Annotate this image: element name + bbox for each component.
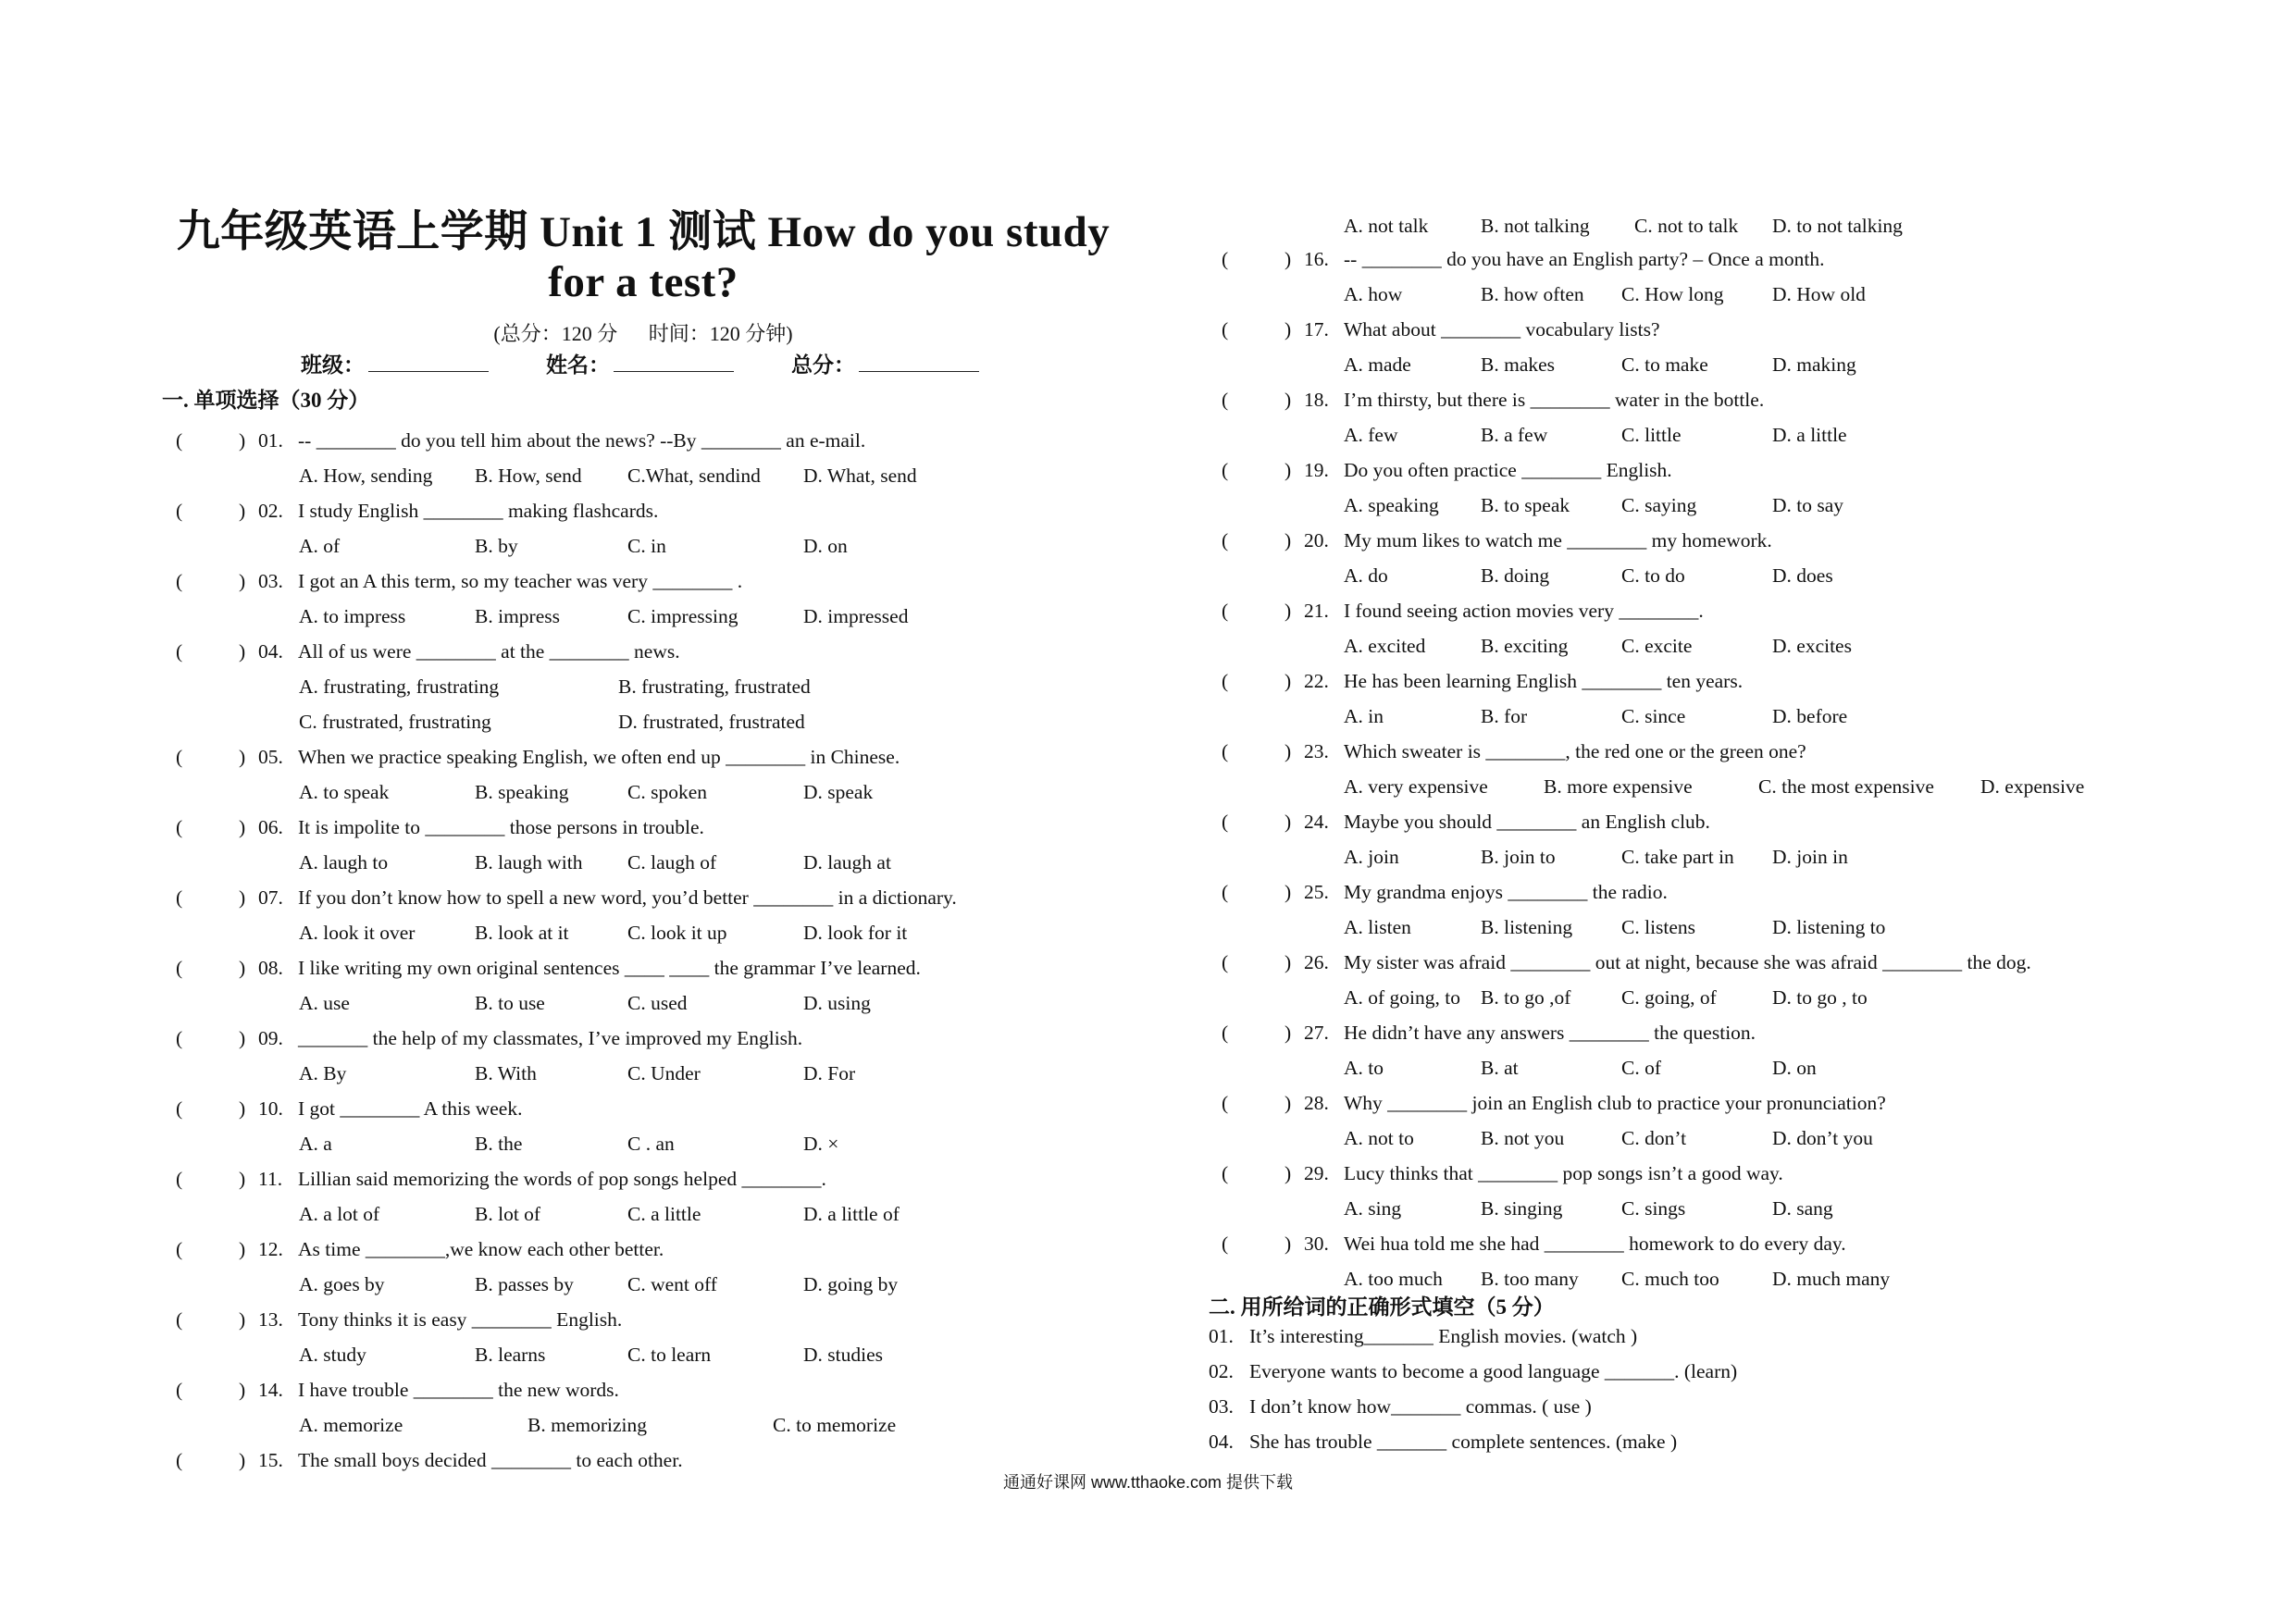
answer-option[interactable]: D. sang (1772, 1197, 1833, 1220)
answer-paren-left: ( (1222, 670, 1229, 692)
answer-paren-left: ( (1222, 1022, 1229, 1044)
answer-option[interactable]: C. take part in (1621, 846, 1734, 868)
score-field (791, 348, 979, 378)
question-stem: Lillian said memorizing the words of pop songs helped ________. (298, 1168, 826, 1190)
answer-option[interactable]: D. to say (1772, 494, 1844, 516)
answer-option[interactable]: C. of (1621, 1057, 1661, 1079)
answer-option[interactable]: C. going, of (1621, 986, 1717, 1009)
answer-option[interactable]: D. a little (1772, 424, 1847, 446)
answer-option[interactable]: A. a lot of (299, 1203, 380, 1225)
fill-sentence: I don’t know how_______ commas. ( use ) (1249, 1395, 1592, 1418)
answer-paren-right: ) (239, 1308, 246, 1331)
answer-option[interactable]: D. speak (803, 781, 874, 803)
fill-sentence: It’s interesting_______ English movies. (watch ) (1249, 1325, 1638, 1347)
question-stem: -- ________ do you have an English party? – Once a month. (1344, 248, 1825, 270)
answer-option[interactable]: B. How, send (475, 465, 582, 487)
answer-option[interactable]: C. to memorize (773, 1414, 897, 1436)
answer-paren-left: ( (176, 640, 183, 663)
answer-option[interactable]: D. before (1772, 705, 1848, 727)
answer-option[interactable]: A. do (1344, 564, 1388, 587)
question-stem: I found seeing action movies very ________. (1344, 600, 1704, 622)
answer-option[interactable]: C. laugh of (627, 851, 717, 873)
answer-paren-left: ( (176, 1097, 183, 1120)
answer-option[interactable]: C. the most expensive (1758, 775, 1934, 798)
answer-paren-left: ( (1222, 248, 1229, 270)
answer-option[interactable]: B. at (1481, 1057, 1519, 1079)
answer-option[interactable]: C.What, sendind (627, 465, 761, 487)
answer-paren-right: ) (1285, 600, 1292, 622)
answer-option[interactable]: C. impressing (627, 605, 738, 627)
answer-option[interactable]: C. sings (1621, 1197, 1686, 1220)
answer-option[interactable]: D. does (1772, 564, 1833, 587)
answer-option[interactable]: B. more expensive (1544, 775, 1693, 798)
answer-option[interactable]: C. look it up (627, 922, 727, 944)
answer-paren-left: ( (176, 429, 183, 452)
question-number: 17. (1304, 318, 1329, 341)
answer-option[interactable]: B. by (475, 535, 518, 557)
answer-option[interactable]: B. impress (475, 605, 560, 627)
answer-option[interactable]: A. How, sending (299, 465, 433, 487)
answer-option[interactable]: A. a (299, 1133, 332, 1155)
question-stem: All of us were ________ at the ________ news. (298, 640, 680, 663)
answer-option[interactable]: D. expensive (1980, 775, 2085, 798)
answer-paren-right: ) (1285, 248, 1292, 270)
answer-paren-left: ( (1222, 600, 1229, 622)
answer-option[interactable]: C. Under (627, 1062, 701, 1084)
question-stem: Maybe you should ________ an English club. (1344, 811, 1710, 833)
answer-paren-left: ( (176, 1379, 183, 1401)
question-number: 26. (1304, 951, 1329, 973)
answer-option[interactable]: D. to not talking (1772, 215, 1903, 237)
answer-paren-right: ) (239, 1097, 246, 1120)
answer-option[interactable]: A. By (299, 1062, 347, 1084)
fill-number: 04. (1209, 1431, 1234, 1453)
answer-option[interactable]: A. excited (1344, 635, 1426, 657)
answer-option[interactable]: C. to do (1621, 564, 1685, 587)
question-stem: My grandma enjoys ________ the radio. (1344, 881, 1668, 903)
question-stem: I got ________ A this week. (298, 1097, 523, 1120)
question-stem: I study English ________ making flashcards. (298, 500, 659, 522)
question-number: 28. (1304, 1092, 1329, 1114)
name-field (546, 348, 734, 378)
section2-title: 二. 用所给词的正确形式填空（5 分） (1209, 1295, 1555, 1319)
exam-title-line2: for a test? (548, 258, 738, 306)
question-number: 13. (258, 1308, 283, 1331)
question-stem: _______ the help of my classmates, I’ve improved my English. (298, 1027, 803, 1049)
question-stem: Which sweater is ________, the red one or the green one? (1344, 740, 1806, 762)
answer-option[interactable]: B. doing (1481, 564, 1550, 587)
answer-option[interactable]: C. little (1621, 424, 1682, 446)
answer-option[interactable]: B. laugh with (475, 851, 583, 873)
answer-option[interactable]: A. laugh to (299, 851, 389, 873)
question-number: 07. (258, 886, 283, 909)
name-label: 姓名： (546, 353, 610, 377)
question-stem: I got an A this term, so my teacher was very ________ . (298, 570, 743, 592)
answer-option[interactable]: B. the (475, 1133, 523, 1155)
question-stem: The small boys decided ________ to each other. (298, 1449, 683, 1471)
question-number: 10. (258, 1097, 283, 1120)
question-number: 06. (258, 816, 283, 838)
answer-option[interactable]: A. few (1344, 424, 1398, 446)
question-stem: Tony thinks it is easy ________ English. (298, 1308, 623, 1331)
score-blank[interactable] (859, 354, 979, 372)
question-number: 14. (258, 1379, 283, 1401)
answer-option[interactable]: A. very expensive (1344, 775, 1488, 798)
answer-option[interactable]: D. making (1772, 353, 1856, 376)
answer-option[interactable]: C . an (627, 1133, 675, 1155)
answer-paren-left: ( (1222, 318, 1229, 341)
answer-paren-right: ) (1285, 1233, 1292, 1255)
answer-paren-left: ( (1222, 951, 1229, 973)
question-number: 24. (1304, 811, 1329, 833)
question-number: 23. (1304, 740, 1329, 762)
answer-option[interactable]: C. listens (1621, 916, 1696, 938)
answer-option[interactable]: D. laugh at (803, 851, 891, 873)
answer-option[interactable]: B. singing (1481, 1197, 1563, 1220)
answer-option[interactable]: A. in (1344, 705, 1384, 727)
question-number: 16. (1304, 248, 1329, 270)
answer-paren-left: ( (1222, 459, 1229, 481)
question-stem: He has been learning English ________ ten years. (1344, 670, 1744, 692)
answer-option[interactable]: B. exciting (1481, 635, 1569, 657)
answer-option[interactable]: A. of (299, 535, 341, 557)
answer-paren-right: ) (239, 570, 246, 592)
answer-paren-right: ) (1285, 1162, 1292, 1184)
question-number: 25. (1304, 881, 1329, 903)
question-number: 09. (258, 1027, 283, 1049)
answer-option[interactable]: B. frustrating, frustrated (618, 675, 811, 698)
answer-option[interactable]: D. frustrated, frustrated (618, 711, 805, 733)
answer-paren-right: ) (239, 886, 246, 909)
question-number: 11. (258, 1168, 283, 1190)
answer-paren-right: ) (239, 1168, 246, 1190)
section1-title: 一. 单项选择（30 分） (162, 389, 370, 412)
time-info: 时间：120 分钟) (648, 322, 793, 345)
fill-sentence: Everyone wants to become a good language _______. (learn) (1249, 1360, 1738, 1382)
answer-option[interactable]: D. using (803, 992, 871, 1014)
answer-paren-right: ) (1285, 1092, 1292, 1114)
question-stem: If you don’t know how to spell a new word, you’d better ________ in a dictionary. (298, 886, 957, 909)
answer-paren-right: ) (239, 429, 246, 452)
question-number: 18. (1304, 389, 1329, 411)
answer-option[interactable]: C. since (1621, 705, 1686, 727)
answer-option[interactable]: D. listening to (1772, 916, 1886, 938)
answer-paren-right: ) (1285, 881, 1292, 903)
answer-paren-left: ( (176, 746, 183, 768)
answer-paren-left: ( (176, 570, 183, 592)
answer-paren-right: ) (1285, 1022, 1292, 1044)
answer-option[interactable]: C. saying (1621, 494, 1697, 516)
answer-paren-right: ) (1285, 459, 1292, 481)
answer-option[interactable]: D. studies (803, 1344, 883, 1366)
answer-option[interactable]: B. not talking (1481, 215, 1590, 237)
question-stem: Do you often practice ________ English. (1344, 459, 1672, 481)
answer-option[interactable]: B. not you (1481, 1127, 1565, 1149)
answer-option[interactable]: D. impressed (803, 605, 909, 627)
answer-option[interactable]: A. not to (1344, 1127, 1414, 1149)
question-stem: As time ________,we know each other better. (298, 1238, 664, 1260)
answer-paren-right: ) (239, 1027, 246, 1049)
answer-paren-left: ( (176, 1027, 183, 1049)
answer-option[interactable]: B. a few (1481, 424, 1548, 446)
question-number: 03. (258, 570, 283, 592)
answer-option[interactable]: A. use (299, 992, 350, 1014)
answer-option[interactable]: D. to go , to (1772, 986, 1868, 1009)
answer-option[interactable]: D. don’t you (1772, 1127, 1873, 1149)
answer-option[interactable]: C. excite (1621, 635, 1693, 657)
answer-option[interactable]: A. study (299, 1344, 366, 1366)
answer-paren-right: ) (239, 1238, 246, 1260)
answer-option[interactable]: A. how (1344, 283, 1403, 305)
question-stem: I’m thirsty, but there is ________ water in the bottle. (1344, 389, 1765, 411)
answer-option[interactable]: B. how often (1481, 283, 1584, 305)
question-number: 30. (1304, 1233, 1329, 1255)
question-stem: My mum likes to watch me ________ my homework. (1344, 529, 1772, 551)
question-number: 15. (258, 1449, 283, 1471)
class-field (301, 348, 489, 378)
answer-paren-right: ) (1285, 740, 1292, 762)
question-number: 02. (258, 500, 283, 522)
question-number: 21. (1304, 600, 1329, 622)
question-number: 08. (258, 957, 283, 979)
answer-option[interactable]: A. to impress (299, 605, 406, 627)
answer-option[interactable]: A. listen (1344, 916, 1411, 938)
answer-option[interactable]: D. on (1772, 1057, 1817, 1079)
answer-paren-left: ( (1222, 1092, 1229, 1114)
answer-option[interactable]: A. memorize (299, 1414, 403, 1436)
answer-option[interactable]: B. With (475, 1062, 537, 1084)
answer-option[interactable]: D. look for it (803, 922, 908, 944)
answer-paren-right: ) (1285, 318, 1292, 341)
answer-paren-left: ( (176, 886, 183, 909)
answer-option[interactable]: C. a little (627, 1203, 701, 1225)
question-stem: Lucy thinks that ________ pop songs isn’t a good way. (1344, 1162, 1783, 1184)
fill-number: 02. (1209, 1360, 1234, 1382)
answer-option[interactable]: C. to make (1621, 353, 1708, 376)
answer-option[interactable]: B. speaking (475, 781, 569, 803)
answer-option[interactable]: B. makes (1481, 353, 1556, 376)
answer-option[interactable]: C. went off (627, 1273, 717, 1295)
answer-option[interactable]: A. goes by (299, 1273, 385, 1295)
answer-option[interactable]: B. learns (475, 1344, 546, 1366)
answer-option[interactable]: C. don’t (1621, 1127, 1687, 1149)
answer-paren-right: ) (1285, 389, 1292, 411)
answer-paren-right: ) (239, 640, 246, 663)
answer-paren-left: ( (1222, 811, 1229, 833)
question-number: 05. (258, 746, 283, 768)
answer-paren-right: ) (239, 500, 246, 522)
answer-option[interactable]: D. What, send (803, 465, 917, 487)
answer-option[interactable]: C. in (627, 535, 666, 557)
answer-paren-right: ) (1285, 529, 1292, 551)
answer-option[interactable]: C. to learn (627, 1344, 712, 1366)
answer-option[interactable]: B. to use (475, 992, 545, 1014)
exam-info (148, 318, 1138, 347)
answer-option[interactable]: D. going by (803, 1273, 899, 1295)
answer-paren-left: ( (1222, 1233, 1229, 1255)
question-stem: My sister was afraid ________ out at night, because she was afraid ________ the dog. (1344, 951, 2031, 973)
question-number: 29. (1304, 1162, 1329, 1184)
question-number: 19. (1304, 459, 1329, 481)
answer-paren-left: ( (1222, 740, 1229, 762)
answer-option[interactable]: A. too much (1344, 1268, 1443, 1290)
answer-option[interactable]: D. How old (1772, 283, 1866, 305)
answer-paren-right: ) (239, 1379, 246, 1401)
answer-option[interactable]: A. not talk (1344, 215, 1429, 237)
fill-number: 01. (1209, 1325, 1234, 1347)
answer-paren-right: ) (1285, 951, 1292, 973)
total-score-info: (总分：120 分 (493, 322, 618, 345)
answer-option[interactable]: B. too many (1481, 1268, 1579, 1290)
fill-number: 03. (1209, 1395, 1234, 1418)
question-stem: Why ________ join an English club to practice your pronunciation? (1344, 1092, 1886, 1114)
question-stem: I like writing my own original sentences ____ ____ the grammar I’ve learned. (298, 957, 921, 979)
question-stem: Wei hua told me she had ________ homework to do every day. (1344, 1233, 1846, 1255)
answer-paren-right: ) (239, 1449, 246, 1471)
answer-option[interactable]: B. to go ,of (1481, 986, 1571, 1009)
answer-paren-right: ) (1285, 811, 1292, 833)
answer-option[interactable]: D. a little of (803, 1203, 900, 1225)
answer-option[interactable]: D. join in (1772, 846, 1848, 868)
answer-paren-left: ( (176, 816, 183, 838)
answer-paren-left: ( (1222, 389, 1229, 411)
answer-option[interactable]: A. join (1344, 846, 1399, 868)
answer-option[interactable]: A. frustrating, frustrating (299, 675, 500, 698)
question-number: 27. (1304, 1022, 1329, 1044)
answer-option[interactable]: A. of going, to (1344, 986, 1461, 1009)
question-number: 04. (258, 640, 283, 663)
fill-sentence: She has trouble _______ complete sentences. (make ) (1249, 1431, 1678, 1453)
answer-option[interactable]: D. on (803, 535, 848, 557)
answer-option[interactable]: C. not to talk (1634, 215, 1739, 237)
question-stem: -- ________ do you tell him about the news? --By ________ an e-mail. (298, 429, 866, 452)
answer-option[interactable]: A. sing (1344, 1197, 1402, 1220)
answer-option[interactable]: B. to speak (1481, 494, 1570, 516)
question-number: 22. (1304, 670, 1329, 692)
question-stem: What about ________ vocabulary lists? (1344, 318, 1660, 341)
answer-option[interactable]: B. look at it (475, 922, 569, 944)
question-number: 12. (258, 1238, 283, 1260)
answer-option[interactable]: C. How long (1621, 283, 1724, 305)
answer-paren-right: ) (239, 746, 246, 768)
answer-paren-left: ( (1222, 881, 1229, 903)
answer-paren-right: ) (1285, 670, 1292, 692)
answer-option[interactable]: A. made (1344, 353, 1411, 376)
answer-option[interactable]: B. lot of (475, 1203, 541, 1225)
question-stem: When we practice speaking English, we often end up ________ in Chinese. (298, 746, 900, 768)
answer-option[interactable]: A. speaking (1344, 494, 1439, 516)
answer-option[interactable]: B. passes by (475, 1273, 574, 1295)
answer-paren-left: ( (176, 1238, 183, 1260)
answer-option[interactable]: B. listening (1481, 916, 1573, 938)
question-number: 20. (1304, 529, 1329, 551)
answer-paren-left: ( (1222, 1162, 1229, 1184)
exam-title-line1: 九年级英语上学期 Unit 1 测试 How do you study (176, 208, 1111, 256)
answer-paren-right: ) (239, 816, 246, 838)
answer-option[interactable]: D. excites (1772, 635, 1852, 657)
answer-option[interactable]: A. to speak (299, 781, 390, 803)
answer-option[interactable]: C. much too (1621, 1268, 1719, 1290)
answer-option[interactable]: B. memorizing (527, 1414, 647, 1436)
answer-option[interactable]: D. much many (1772, 1268, 1891, 1290)
score-label: 总分： (791, 353, 855, 377)
question-stem: It is impolite to ________ those persons in trouble. (298, 816, 704, 838)
answer-option[interactable]: C. frustrated, frustrating (299, 711, 491, 733)
answer-paren-left: ( (176, 1449, 183, 1471)
answer-option[interactable]: C. used (627, 992, 688, 1014)
answer-option[interactable]: B. for (1481, 705, 1528, 727)
answer-option[interactable]: C. spoken (627, 781, 707, 803)
name-blank[interactable] (614, 354, 734, 372)
question-stem: He didn’t have any answers ________ the question. (1344, 1022, 1756, 1044)
footer-credit: 通通好课网 www.tthaoke.com 提供下载 (1002, 1473, 1294, 1492)
answer-paren-left: ( (176, 1308, 183, 1331)
class-label: 班级： (301, 353, 365, 377)
class-blank[interactable] (368, 354, 489, 372)
answer-option[interactable]: D. × (803, 1133, 839, 1155)
answer-paren-right: ) (239, 957, 246, 979)
answer-option[interactable]: A. look it over (299, 922, 416, 944)
answer-paren-left: ( (176, 1168, 183, 1190)
answer-option[interactable]: A. to (1344, 1057, 1384, 1079)
answer-option[interactable]: B. join to (1481, 846, 1556, 868)
question-number: 01. (258, 429, 283, 452)
answer-paren-left: ( (1222, 529, 1229, 551)
answer-paren-left: ( (176, 957, 183, 979)
question-stem: I have trouble ________ the new words. (298, 1379, 619, 1401)
answer-paren-left: ( (176, 500, 183, 522)
answer-option[interactable]: D. For (803, 1062, 856, 1084)
